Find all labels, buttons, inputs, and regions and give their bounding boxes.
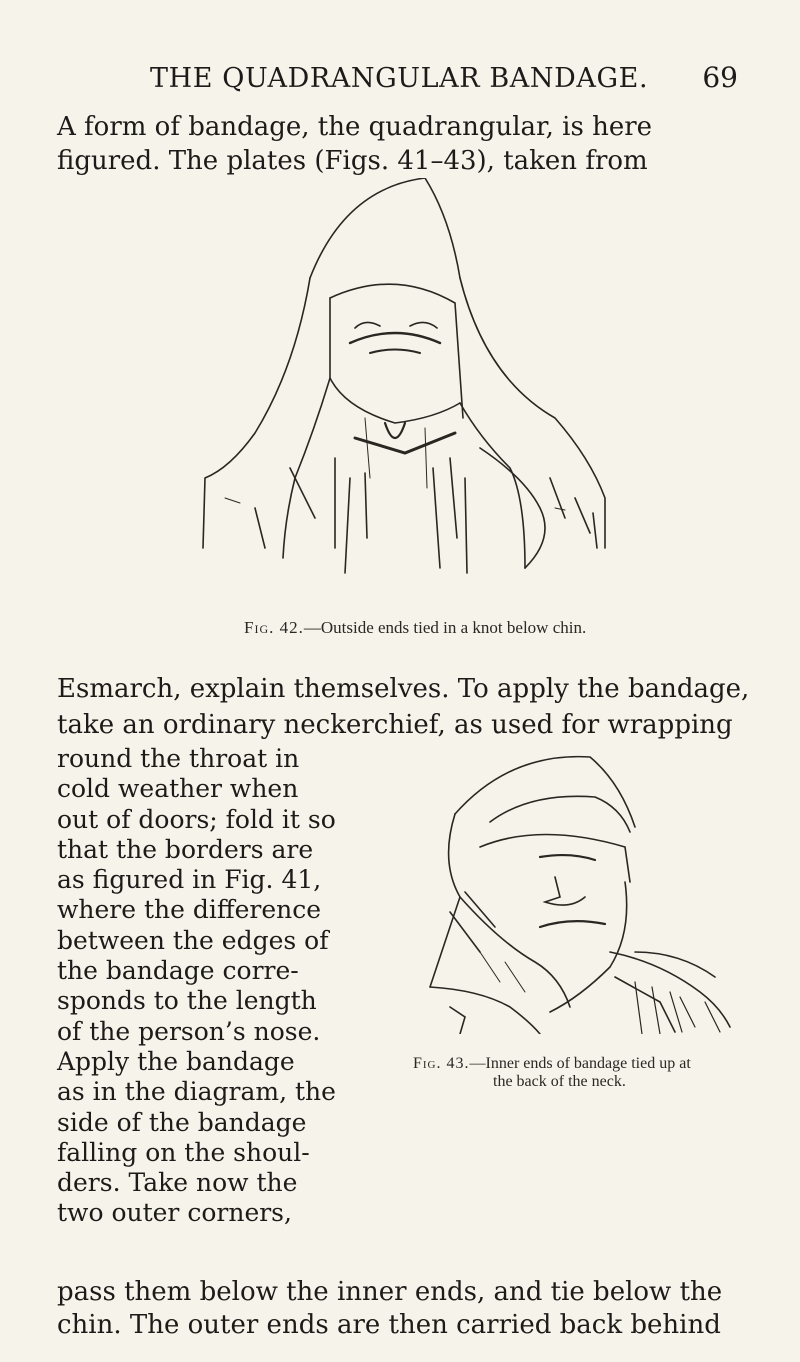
page-header bbox=[150, 63, 738, 97]
intro-line-2: figured. The plates (Figs. 41–43), taken from bbox=[57, 146, 648, 176]
figure-43-caption bbox=[413, 1055, 691, 1091]
figure-42-illustration bbox=[195, 178, 635, 593]
narrow-line: cold weather when bbox=[57, 774, 299, 804]
figure-42-caption bbox=[244, 618, 586, 638]
narrow-line: that the borders are bbox=[57, 834, 314, 864]
figure-43-illustration bbox=[420, 752, 750, 1034]
closing-line-2: chin. The outer ends are then carried back behind bbox=[57, 1310, 721, 1340]
narrow-line: out of doors; fold it so bbox=[57, 804, 336, 834]
closing-line-1: pass them below the inner ends, and tie below the bbox=[57, 1277, 723, 1307]
narrow-line: as figured in Fig. 41, bbox=[57, 865, 322, 895]
narrow-line: between the edges of bbox=[57, 925, 329, 955]
narrow-line: two outer corners, bbox=[57, 1198, 292, 1228]
narrow-line: round the throat in bbox=[57, 744, 300, 773]
intro-line-1: A form of bandage, the quadrangular, is here bbox=[57, 112, 653, 142]
figure-43-caption-line-2: the back of the neck. bbox=[493, 1073, 626, 1090]
page-number: 69 bbox=[702, 61, 738, 94]
narrow-line: of the person’s nose. bbox=[57, 1016, 321, 1046]
narrow-line: ders. Take now the bbox=[57, 1168, 298, 1198]
narrow-line: sponds to the length bbox=[57, 986, 317, 1016]
narrow-line: falling on the shoul- bbox=[57, 1137, 310, 1167]
middle-line-2: take an ordinary neckerchief, as used for wrapping bbox=[57, 710, 733, 740]
narrow-line: Apply the bandage bbox=[57, 1046, 295, 1076]
narrow-line: the bandage corre- bbox=[57, 956, 299, 986]
figure-42-caption-text: —Outside ends tied in a knot below chin. bbox=[303, 618, 587, 637]
narrow-line: side of the bandage bbox=[57, 1107, 307, 1137]
middle-line-1: Esmarch, explain themselves. To apply the bandage, bbox=[57, 674, 750, 704]
narrow-line: as in the diagram, the bbox=[57, 1077, 336, 1107]
figure-43-caption-line-1: —Inner ends of bandage tied up at bbox=[469, 1055, 691, 1072]
figure-43-label: Fig. 43. bbox=[413, 1055, 470, 1072]
figure-42-label: Fig. 42. bbox=[244, 618, 304, 637]
narrow-column bbox=[57, 744, 347, 1229]
narrow-line: where the difference bbox=[57, 895, 322, 925]
running-title: THE QUADRANGULAR BANDAGE. bbox=[150, 63, 649, 94]
